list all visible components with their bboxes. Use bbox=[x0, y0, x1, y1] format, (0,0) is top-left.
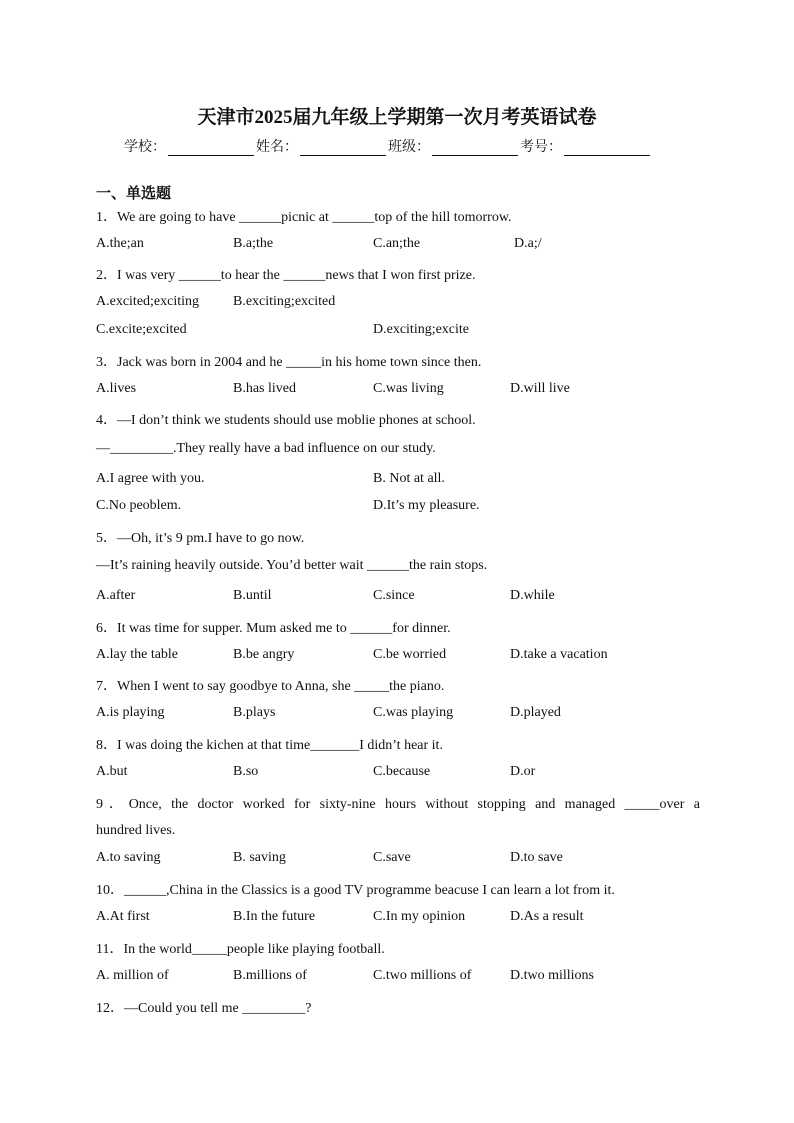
option-a[interactable]: A.lay the table bbox=[96, 647, 179, 662]
question-4-stem-line2: —_________.They really have a bad influence on our study. bbox=[96, 441, 436, 456]
question-10-options bbox=[96, 909, 716, 927]
question-7-options bbox=[96, 705, 716, 723]
question-6-stem: 6．It was time for supper. Mum asked me to ______for dinner. bbox=[96, 621, 451, 636]
option-b[interactable]: B.In the future bbox=[233, 909, 316, 924]
option-d[interactable]: D.As a result bbox=[510, 909, 584, 924]
student-info-line bbox=[124, 136, 652, 156]
question-2-stem: 2．I was very ______to hear the ______news that I won first prize. bbox=[96, 268, 476, 283]
name-label: 姓名： bbox=[256, 140, 298, 155]
section-heading: 一、单选题 bbox=[96, 186, 172, 202]
name-blank[interactable] bbox=[300, 140, 386, 156]
question-5-stem-line2: —It’s raining heavily outside. You’d better wait ______the rain stops. bbox=[96, 558, 488, 573]
question-7-stem: 7．When I went to say goodbye to Anna, she _____the piano. bbox=[96, 679, 445, 694]
option-d[interactable]: D.a;/ bbox=[514, 236, 542, 251]
school-blank[interactable] bbox=[168, 140, 254, 156]
option-c[interactable]: C.two millions of bbox=[373, 968, 472, 983]
option-c[interactable]: C.was playing bbox=[373, 705, 454, 720]
option-c[interactable]: C.an;the bbox=[373, 236, 421, 251]
option-d[interactable]: D.It’s my pleasure. bbox=[373, 498, 480, 513]
option-b[interactable]: B.be angry bbox=[233, 647, 295, 662]
option-a[interactable]: A.to saving bbox=[96, 850, 161, 865]
option-a[interactable]: A.At first bbox=[96, 909, 150, 924]
option-b[interactable]: B. Not at all. bbox=[373, 471, 445, 486]
question-11-options bbox=[96, 968, 716, 986]
option-a[interactable]: A.after bbox=[96, 588, 136, 603]
option-d[interactable]: D.exciting;excite bbox=[373, 322, 470, 337]
option-c[interactable]: C.because bbox=[373, 764, 431, 779]
option-a[interactable]: A.but bbox=[96, 764, 128, 779]
option-c[interactable]: C.was living bbox=[373, 381, 444, 396]
option-a[interactable]: A.is playing bbox=[96, 705, 165, 720]
option-b[interactable]: B.a;the bbox=[233, 236, 274, 251]
question-4-options-row2 bbox=[96, 498, 716, 516]
option-d[interactable]: D.or bbox=[510, 764, 536, 779]
question-12-stem: 12．—Could you tell me _________? bbox=[96, 1001, 312, 1016]
number-blank[interactable] bbox=[564, 140, 650, 156]
option-b[interactable]: B.millions of bbox=[233, 968, 307, 983]
question-9-options bbox=[96, 850, 716, 868]
question-9-stem: 9．Once, the doctor worked for sixty-nine hours without stopping and managed _____over a bbox=[96, 797, 700, 812]
question-1-stem: 1．We are going to have ______picnic at ______top of the hill tomorrow. bbox=[96, 210, 512, 225]
class-blank[interactable] bbox=[432, 140, 518, 156]
question-9-stem-line2: hundred lives. bbox=[96, 823, 176, 838]
option-b[interactable]: B.plays bbox=[233, 705, 276, 720]
question-10-stem: 10．______,China in the Classics is a good TV programme beacuse I can learn a lot from it. bbox=[96, 883, 615, 898]
option-c[interactable]: C.excite;excited bbox=[96, 322, 187, 337]
number-label: 考号： bbox=[520, 140, 562, 155]
option-b[interactable]: B.until bbox=[233, 588, 272, 603]
class-label: 班级： bbox=[388, 140, 430, 155]
question-4-stem: 4．—I don’t think we students should use moblie phones at school. bbox=[96, 413, 476, 428]
option-c[interactable]: C.be worried bbox=[373, 647, 447, 662]
option-a[interactable]: A.excited;exciting bbox=[96, 294, 200, 309]
question-2-options-row2 bbox=[96, 322, 716, 340]
option-c[interactable]: C.In my opinion bbox=[373, 909, 466, 924]
option-a[interactable]: A.I agree with you. bbox=[96, 471, 205, 486]
question-5-options bbox=[96, 588, 716, 606]
question-11-stem: 11．In the world_____people like playing football. bbox=[96, 942, 385, 957]
question-4-options bbox=[96, 471, 716, 489]
option-c[interactable]: C.No peoblem. bbox=[96, 498, 182, 513]
question-8-options bbox=[96, 764, 716, 782]
option-a[interactable]: A.lives bbox=[96, 381, 137, 396]
question-6-options bbox=[96, 647, 716, 665]
question-3-stem: 3．Jack was born in 2004 and he _____in his home town since then. bbox=[96, 355, 482, 370]
school-label: 学校： bbox=[124, 140, 166, 155]
option-c[interactable]: C.save bbox=[373, 850, 411, 865]
question-2-options bbox=[96, 294, 716, 312]
page-title: 天津市2025届九年级上学期第一次月考英语试卷 bbox=[197, 107, 597, 128]
option-d[interactable]: D.while bbox=[510, 588, 555, 603]
option-d[interactable]: D.to save bbox=[510, 850, 563, 865]
option-b[interactable]: B.so bbox=[233, 764, 259, 779]
option-d[interactable]: D.take a vacation bbox=[510, 647, 608, 662]
option-a[interactable]: A. million of bbox=[96, 968, 169, 983]
question-3-options bbox=[96, 381, 716, 399]
question-1-options bbox=[96, 236, 716, 254]
option-b[interactable]: B.has lived bbox=[233, 381, 296, 396]
option-d[interactable]: D.played bbox=[510, 705, 561, 720]
option-a[interactable]: A.the;an bbox=[96, 236, 144, 251]
question-8-stem: 8．I was doing the kichen at that time_______I didn’t hear it. bbox=[96, 738, 443, 753]
question-5-stem: 5．—Oh, it’s 9 pm.I have to go now. bbox=[96, 531, 305, 546]
option-b[interactable]: B. saving bbox=[233, 850, 286, 865]
option-d[interactable]: D.will live bbox=[510, 381, 570, 396]
option-c[interactable]: C.since bbox=[373, 588, 415, 603]
option-d[interactable]: D.two millions bbox=[510, 968, 595, 983]
option-b[interactable]: B.exciting;excited bbox=[233, 294, 336, 309]
